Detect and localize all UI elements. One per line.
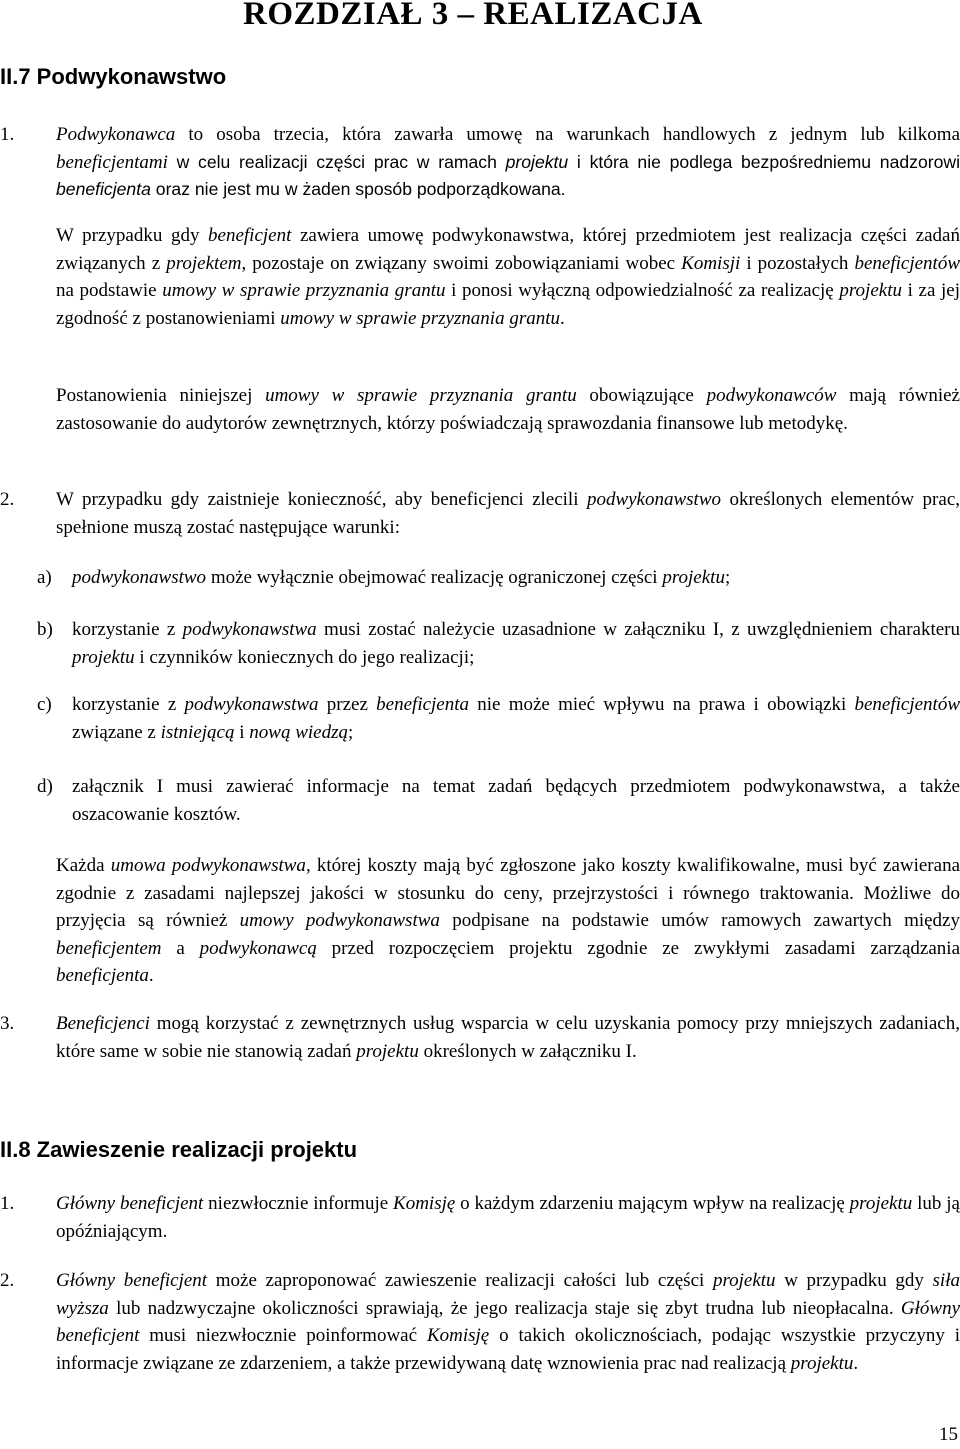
text-run: obowiązujące bbox=[576, 385, 707, 406]
emphasis-text: umowa podwykonawstwa bbox=[110, 855, 306, 876]
paragraph-number: 3. bbox=[0, 1013, 15, 1034]
emphasis-text: podwykonawców bbox=[706, 385, 837, 406]
paragraph-definition bbox=[56, 121, 960, 204]
text-run: oraz nie jest mu w żaden sposób podporządkowana. bbox=[150, 179, 566, 200]
emphasis-text: umowy w sprawie przyznania grantu bbox=[280, 307, 561, 329]
text-run: . bbox=[853, 1352, 859, 1374]
text-run: określonych w załączniku I. bbox=[418, 1040, 637, 1062]
emphasis-text: Komisję bbox=[426, 1325, 490, 1347]
text-run: musi zostać należycie uzasadnione w załączniku I, z uwzględnieniem charakteru bbox=[316, 619, 960, 640]
section-title-subcontracting: II.7 Podwykonawstwo bbox=[0, 64, 227, 89]
text-run: Każda bbox=[56, 855, 111, 876]
text-run: W przypadku gdy zaistnieje konieczność, aby beneficjenci zlecili bbox=[56, 489, 587, 510]
emphasis-text: Główny beneficjent bbox=[56, 1193, 204, 1214]
emphasis-text: projektu bbox=[356, 1040, 419, 1062]
text-run: niezwłocznie informuje bbox=[203, 1193, 394, 1214]
emphasis-text: Komisję bbox=[393, 1193, 456, 1214]
text-run: i ponosi wyłączną odpowiedzialność za realizację bbox=[445, 280, 840, 302]
emphasis-text: projektu bbox=[72, 646, 135, 668]
emphasis-text: podwykonawstwo bbox=[586, 489, 721, 510]
emphasis-text: umowy w sprawie przyznania grantu bbox=[265, 385, 577, 406]
text-run: nie może mieć wpływu na prawa i obowiązki bbox=[469, 694, 855, 715]
paragraph-subcontract-rules bbox=[56, 852, 960, 990]
paragraph-suspension-proposal bbox=[56, 1267, 960, 1377]
text-run: korzystanie z bbox=[72, 619, 183, 640]
condition-text bbox=[72, 616, 960, 671]
text-run: załącznik I musi zawierać informacje na temat zadań będących przedmiotem podwykonawstwa, a także oszacowanie kosztów. bbox=[72, 776, 960, 825]
text-run: ; bbox=[724, 567, 731, 588]
text-run: na podstawie bbox=[56, 280, 163, 302]
emphasis-text: podwykonawstwa bbox=[182, 619, 317, 640]
section-title-suspension: II.8 Zawieszenie realizacji projektu bbox=[0, 1137, 358, 1162]
text-run: o każdym zdarzeniu mającym wpływ na realizację bbox=[455, 1193, 850, 1214]
text-run: korzystanie z bbox=[72, 694, 185, 715]
text-run: ; bbox=[347, 721, 354, 743]
text-run: o takich okolicznościach, podając wszystkie przyczyny i informacje związane ze zdarzeniem, a także przewidywaną datę wznowienia prac nad realizacją bbox=[56, 1325, 960, 1374]
emphasis-text: Beneficjenci bbox=[56, 1013, 150, 1034]
condition-label: a) bbox=[37, 567, 52, 588]
condition-text bbox=[72, 564, 960, 592]
paragraph-external-services bbox=[56, 1010, 960, 1065]
emphasis-text: beneficjent bbox=[208, 225, 292, 246]
chapter-title: ROZDZIAŁ 3 – REALIZACJA bbox=[243, 0, 703, 32]
paragraph-number: 2. bbox=[0, 1270, 15, 1291]
text-run: w przypadku gdy bbox=[775, 1270, 933, 1291]
emphasis-text: projektu bbox=[712, 1270, 776, 1291]
emphasis-text: projektu bbox=[839, 280, 902, 302]
text-run: . bbox=[148, 965, 154, 987]
page-number: 15 bbox=[939, 1424, 958, 1445]
text-run: może wyłącznie obejmować realizację ograniczonej części bbox=[206, 567, 663, 588]
paragraph-number: 2. bbox=[0, 489, 15, 510]
paragraph-auditors bbox=[56, 382, 960, 437]
emphasis-text: Główny beneficjent bbox=[56, 1270, 208, 1291]
emphasis-text: beneficjentów bbox=[854, 694, 960, 715]
text-run: lub ją opóźniającym. bbox=[56, 1193, 960, 1242]
text-run: i pozostałych bbox=[740, 252, 855, 274]
text-run: i czynników koniecznych do jego realizacji; bbox=[134, 646, 475, 668]
text-run: może zaproponować zawieszenie realizacji całości lub części bbox=[207, 1270, 713, 1291]
emphasis-text: beneficjentem bbox=[56, 937, 162, 959]
emphasis-text: beneficjenta bbox=[56, 965, 149, 987]
emphasis-text: podwykonawstwa bbox=[184, 694, 319, 715]
emphasis-text: beneficjenta bbox=[376, 694, 470, 715]
emphasis-text: Podwykonawca bbox=[56, 124, 176, 145]
emphasis-text: podwykonawstwo bbox=[72, 567, 207, 588]
paragraph-number: 1. bbox=[0, 1193, 15, 1214]
text-run: mają również zastosowanie do audytorów zewnętrznych, którzy poświadczają sprawozdania finansowe lub metodykę. bbox=[56, 385, 960, 434]
emphasis-text: Główny beneficjent bbox=[56, 1297, 960, 1347]
condition-label: d) bbox=[37, 776, 53, 797]
text-run: zawiera umowę podwykonawstwa, której przedmiotem jest realizacja części zadań związanych z bbox=[56, 225, 960, 274]
text-run: i która nie podlega bezpośredniemu nadzorowi bbox=[568, 151, 960, 172]
text-run: przez bbox=[318, 694, 377, 715]
text-run: , pozostaje on związany swoimi zobowiązaniami wobec bbox=[241, 252, 682, 274]
emphasis-text: projektu bbox=[790, 1352, 854, 1374]
text-run: lub nadzwyczajne okoliczności sprawiają, że jego realizacja staje się zbyt trudna lub nieopłacalna. bbox=[108, 1297, 901, 1319]
paragraph-notify-commission bbox=[56, 1190, 960, 1245]
text-run: i za jej zgodność z postanowieniami bbox=[56, 280, 960, 329]
emphasis-text: podwykonawcą bbox=[199, 937, 317, 959]
paragraph-number: 1. bbox=[0, 124, 15, 145]
text-run: mogą korzystać z zewnętrznych usług wsparcia w celu uzyskania pomocy przy mniejszych zadaniach, które same w sobie nie stanowią zadań bbox=[56, 1013, 960, 1062]
emphasis-text: siła wyższa bbox=[56, 1270, 960, 1319]
condition-text bbox=[72, 773, 960, 828]
text-run: związane z bbox=[72, 721, 161, 743]
emphasis-text: projektu bbox=[849, 1193, 913, 1214]
text-run: , której koszty mają być zgłoszone jako koszty kwalifikowalne, musi być zawierana zgodnie z zasadami najlepszej jakości w stosunku do ceny, przejrzystości i równego traktowania. Możliwe do przyjęcia są również bbox=[56, 855, 960, 932]
emphasis-text: projektu bbox=[505, 151, 569, 172]
emphasis-text: umowy podwykonawstwa bbox=[239, 910, 440, 932]
text-run: musi niezwłocznie poinformować bbox=[139, 1325, 427, 1347]
text-run: to osoba trzecia, która zawarła umowę na warunkach handlowych z jednym lub kilkoma bbox=[175, 124, 960, 145]
emphasis-text: projektu bbox=[662, 567, 725, 588]
condition-label: b) bbox=[37, 619, 53, 640]
emphasis-text: nową wiedzą bbox=[249, 721, 348, 743]
paragraph-beneficiary-responsibility bbox=[56, 222, 960, 332]
emphasis-text: projektem bbox=[166, 252, 242, 274]
emphasis-text: beneficjentami bbox=[56, 151, 168, 173]
condition-text bbox=[72, 691, 960, 746]
emphasis-text: istniejącą bbox=[160, 721, 235, 743]
text-run: W przypadku gdy bbox=[56, 225, 209, 246]
text-run: podpisane na podstawie umów ramowych zawartych między bbox=[439, 910, 960, 932]
text-run: przed rozpoczęciem projektu zgodnie ze zwykłymi zasadami zarządzania bbox=[316, 937, 960, 959]
text-run: . bbox=[560, 307, 565, 329]
emphasis-text: beneficjentów bbox=[854, 252, 960, 274]
text-run: w celu realizacji części prac w ramach bbox=[167, 151, 506, 172]
text-run: określonych elementów prac, spełnione muszą zostać następujące warunki: bbox=[56, 489, 960, 538]
text-run: Postanowienia niniejszej bbox=[56, 385, 266, 406]
paragraph-conditions-intro bbox=[56, 486, 960, 541]
emphasis-text: beneficjenta bbox=[56, 179, 151, 200]
emphasis-text: Komisji bbox=[681, 252, 741, 274]
text-run: i bbox=[234, 721, 250, 743]
text-run: a bbox=[161, 937, 200, 959]
condition-label: c) bbox=[37, 694, 52, 715]
emphasis-text: umowy w sprawie przyznania grantu bbox=[162, 280, 446, 302]
